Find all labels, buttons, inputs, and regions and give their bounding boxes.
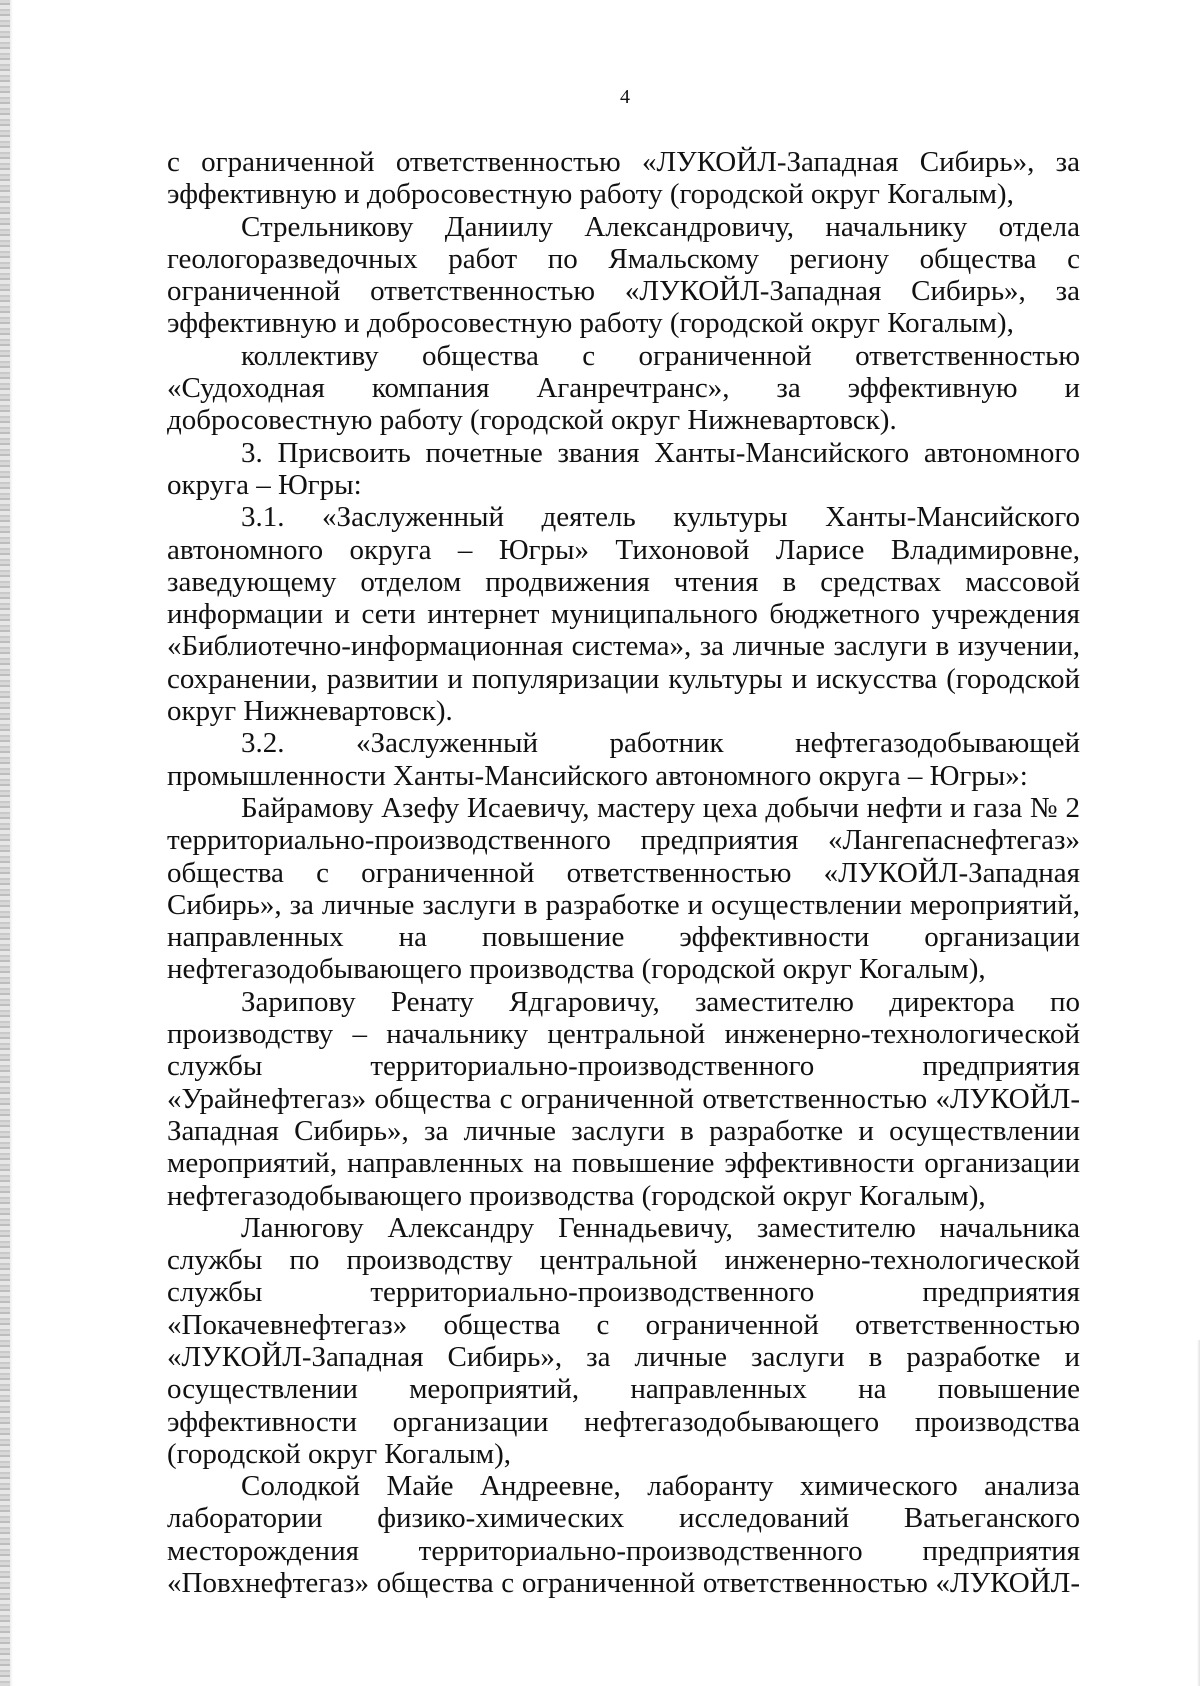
paragraph: Солодкой Майе Андреевне, лаборанту химического анализа лаборатории физико-химических исследований Ватьеганского месторождения территориально-производственного предприятия «Повхнефтегаз» общества с ограниченной ответственностью «ЛУКОЙЛ- xyxy=(167,1470,1080,1600)
scan-edge-left xyxy=(0,0,10,1686)
paragraph: Зарипову Ренату Ядгаровичу, заместителю директора по производству – начальнику центральной инженерно-технологической службы территориально-производственного предприятия «Урайнефтегаз» общества с ограниченной ответственностью «ЛУКОЙЛ-Западная Сибирь», за личные заслуги в разработке и осуществлении мероприятий, направленных на повышение эффективности организации нефтегазодобывающего производства (городской округ Когалым), xyxy=(167,985,1080,1212)
paragraph: Байрамову Азефу Исаевичу, мастеру цеха добычи нефти и газа № 2 территориально-производственного предприятия «Лангепаснефтегаз» общества с ограниченной ответственностью «ЛУКОЙЛ-Западная Сибирь», за личные заслуги в разработке и осуществлении мероприятий, направленных на повышение эффективности организации нефтегазодобывающего производства (городской округ Когалым), xyxy=(167,791,1080,986)
paragraph: 3.1. «Заслуженный деятель культуры Ханты-Мансийского автономного округа – Югры» Тихоновой Ларисе Владимировне, заведующему отделом продвижения чтения в средствах массовой информации и сети интернет муниципального бюджетного учреждения «Библиотечно-информационная система», за личные заслуги в изучении, сохранении, развитии и популяризации культуры и искусства (городской округ Нижневартовск). xyxy=(167,501,1080,728)
paragraph: 3.2. «Заслуженный работник нефтегазодобывающей промышленности Ханты-Мансийского автономного округа – Югры»: xyxy=(167,727,1080,792)
paragraph: с ограниченной ответственностью «ЛУКОЙЛ-Западная Сибирь», за эффективную и добросовестную работу (городской округ Когалым), xyxy=(167,146,1080,211)
paragraph: 3. Присвоить почетные звания Ханты-Мансийского автономного округа – Югры: xyxy=(167,436,1080,501)
paragraph: коллективу общества с ограниченной ответственностью «Судоходная компания Аганречтранс», за эффективную и добросовестную работу (городской округ Нижневартовск). xyxy=(167,339,1080,437)
page-number: 4 xyxy=(620,86,630,108)
paragraph: Ланюгову Александру Геннадьевичу, заместителю начальника службы по производству центральной инженерно-технологической службы территориально-производственного предприятия «Покачевнефтегаз» общества с ограниченной ответственностью «ЛУКОЙЛ-Западная Сибирь», за личные заслуги в разработке и осуществлении мероприятий, направленных на повышение эффективности организации нефтегазодобывающего производства (городской округ Когалым), xyxy=(167,1211,1080,1470)
scan-edge-shadow xyxy=(10,0,13,1686)
paragraph: Стрельникову Даниилу Александровичу, начальнику отдела геологоразведочных работ по Ямальскому региону общества с ограниченной ответственностью «ЛУКОЙЛ-Западная Сибирь», за эффективную и добросовестную работу (городской округ Когалым), xyxy=(167,210,1080,340)
document-body xyxy=(167,146,1080,1599)
